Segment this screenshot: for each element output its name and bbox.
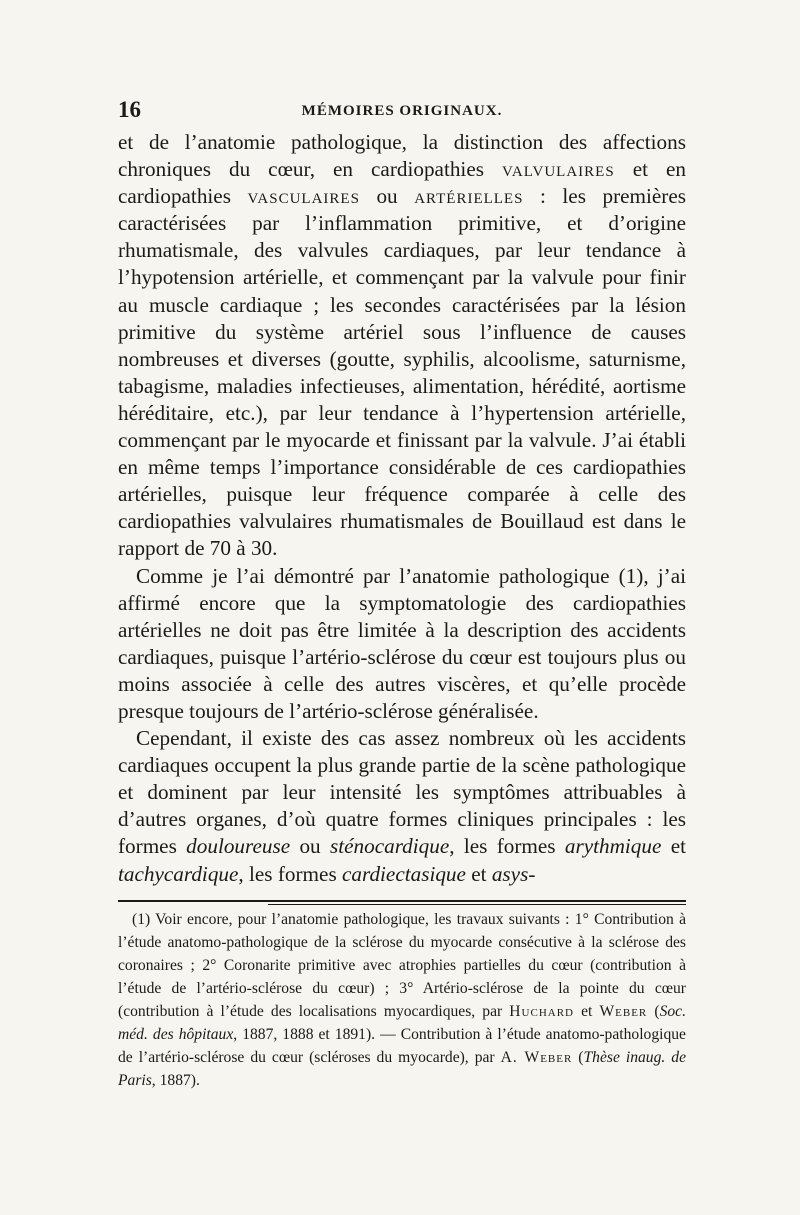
- footnote-rule-sub: [268, 904, 686, 905]
- footnote: [118, 908, 686, 1092]
- fn-smallcaps-huchard: Huchard: [509, 1003, 574, 1020]
- running-head: MÉMOIRES ORIGINAUX.: [301, 103, 503, 119]
- p3-italic-douloureuse: douloureuse: [186, 834, 291, 859]
- paragraph-2: Comme je l’ai démontré par l’anatomie pathologique (1), j’ai affirmé encore que la symptomatologie des cardiopathies artérielles ne doit pas être limitée à la description des accidents cardiaques, puisque l’artério-sclérose du cœur est toujours plus ou moins associée à celle des autres viscères, et qu’elle procède presque toujours de l’artério-sclérose généralisée.: [118, 563, 686, 723]
- p3-italic-arythmique: arythmique: [564, 834, 662, 859]
- body-text: [118, 129, 686, 888]
- p3-italic-asys: asys-: [491, 861, 536, 886]
- fn-text-b: et: [574, 1003, 600, 1020]
- p3-italic-stenocardique: sténocardique: [329, 834, 450, 859]
- p3-text-e: , les formes: [238, 861, 342, 886]
- footnote-separator: [118, 900, 686, 906]
- paragraph-3: [118, 725, 686, 888]
- p3-text-d: et: [661, 834, 687, 859]
- fn-text-a: (1) Voir encore, pour l’anatomie pathologique, les travaux suivants : 1° Contribution à l’étude anatomo-pathologique de la sclérose du myocarde consécutive à la sclérose des coronaires ; 2° Coronarite primitive avec atrophies partielles du cœur (contribution à l’étude de l’artério-sclérose du cœur) ; 3° Artério-sclérose de la pointe du cœur (contribution à l’étude des localisations myocardiques, par: [118, 911, 686, 1020]
- p3-text-f: et: [465, 861, 492, 886]
- fn-smallcaps-weber: Weber: [599, 1003, 648, 1020]
- p3-italic-cardiectasique: cardiectasique: [341, 861, 466, 886]
- page-header: [118, 97, 686, 127]
- p1-smallcaps-vasculaires: vasculaires: [247, 184, 360, 209]
- p3-text-b: ou: [290, 834, 330, 859]
- p3-italic-tachycardique: tachycardique: [118, 861, 239, 886]
- fn-text-c: (: [647, 1003, 660, 1020]
- fn-text-d: , 1887, 1888 et 1891). — Contribution à l’étude anatomo-pathologique de l’artério-sclérose du cœur (scléroses du myocarde), par: [118, 1026, 686, 1066]
- p1-text-b: et en cardiopathies: [118, 157, 686, 209]
- fn-smallcaps-a-weber: A. Weber: [500, 1049, 573, 1066]
- fn-italic-these: Thèse inaug. de Paris: [118, 1049, 686, 1089]
- p1-text-a: et de l’anatomie pathologique, la distinction des affections chroniques du cœur, en cardiopathies: [118, 130, 686, 182]
- p1-text-c: ou: [359, 184, 415, 209]
- footnote-rule-main: [118, 900, 686, 902]
- p1-text-d: : les premières caractérisées par l’inflammation primitive, et d’origine rhumatismale, des valvules cardiaques, par leur tendance à l’hypotension artérielle, et commençant par la valvule pour finir au muscle cardiaque ; les secondes caractérisées par la lésion primitive du système artériel sous l’influence de causes nombreuses et diverses (goutte, syphilis, alcoolisme, saturnisme, tabagisme, maladies infectieuses, alimentation, hérédité, aortisme héréditaire, etc.), par leur tendance à l’hypertension artérielle, commençant par le myocarde et finissant par la valvule. J’ai établi en même temps l’importance considérable de ces cardiopathies artérielles, puisque leur fréquence comparée à celle des cardiopathies valvulaires rhumatismales de Bouillaud est dans le rapport de 70 à 30.: [118, 184, 687, 561]
- paragraph-1: [118, 129, 686, 563]
- p1-smallcaps-valvulaires: valvulaires: [501, 157, 615, 182]
- p3-text-a: Cependant, il existe des cas assez nombreux où les accidents cardiaques occupent la plus grande partie de la scène pathologique et dominent par leur intensité les symptômes attribuables à d’autres organes, d’où quatre formes cliniques principales : les formes: [118, 726, 686, 859]
- p1-smallcaps-arterielles: artérielles: [414, 184, 524, 209]
- page-number: 16: [118, 97, 141, 122]
- fn-text-e: (: [572, 1049, 584, 1066]
- p3-text-c: , les formes: [449, 834, 565, 859]
- fn-italic-soc-med: Soc. méd. des hôpitaux: [118, 1003, 686, 1043]
- fn-text-f: , 1887).: [151, 1072, 200, 1089]
